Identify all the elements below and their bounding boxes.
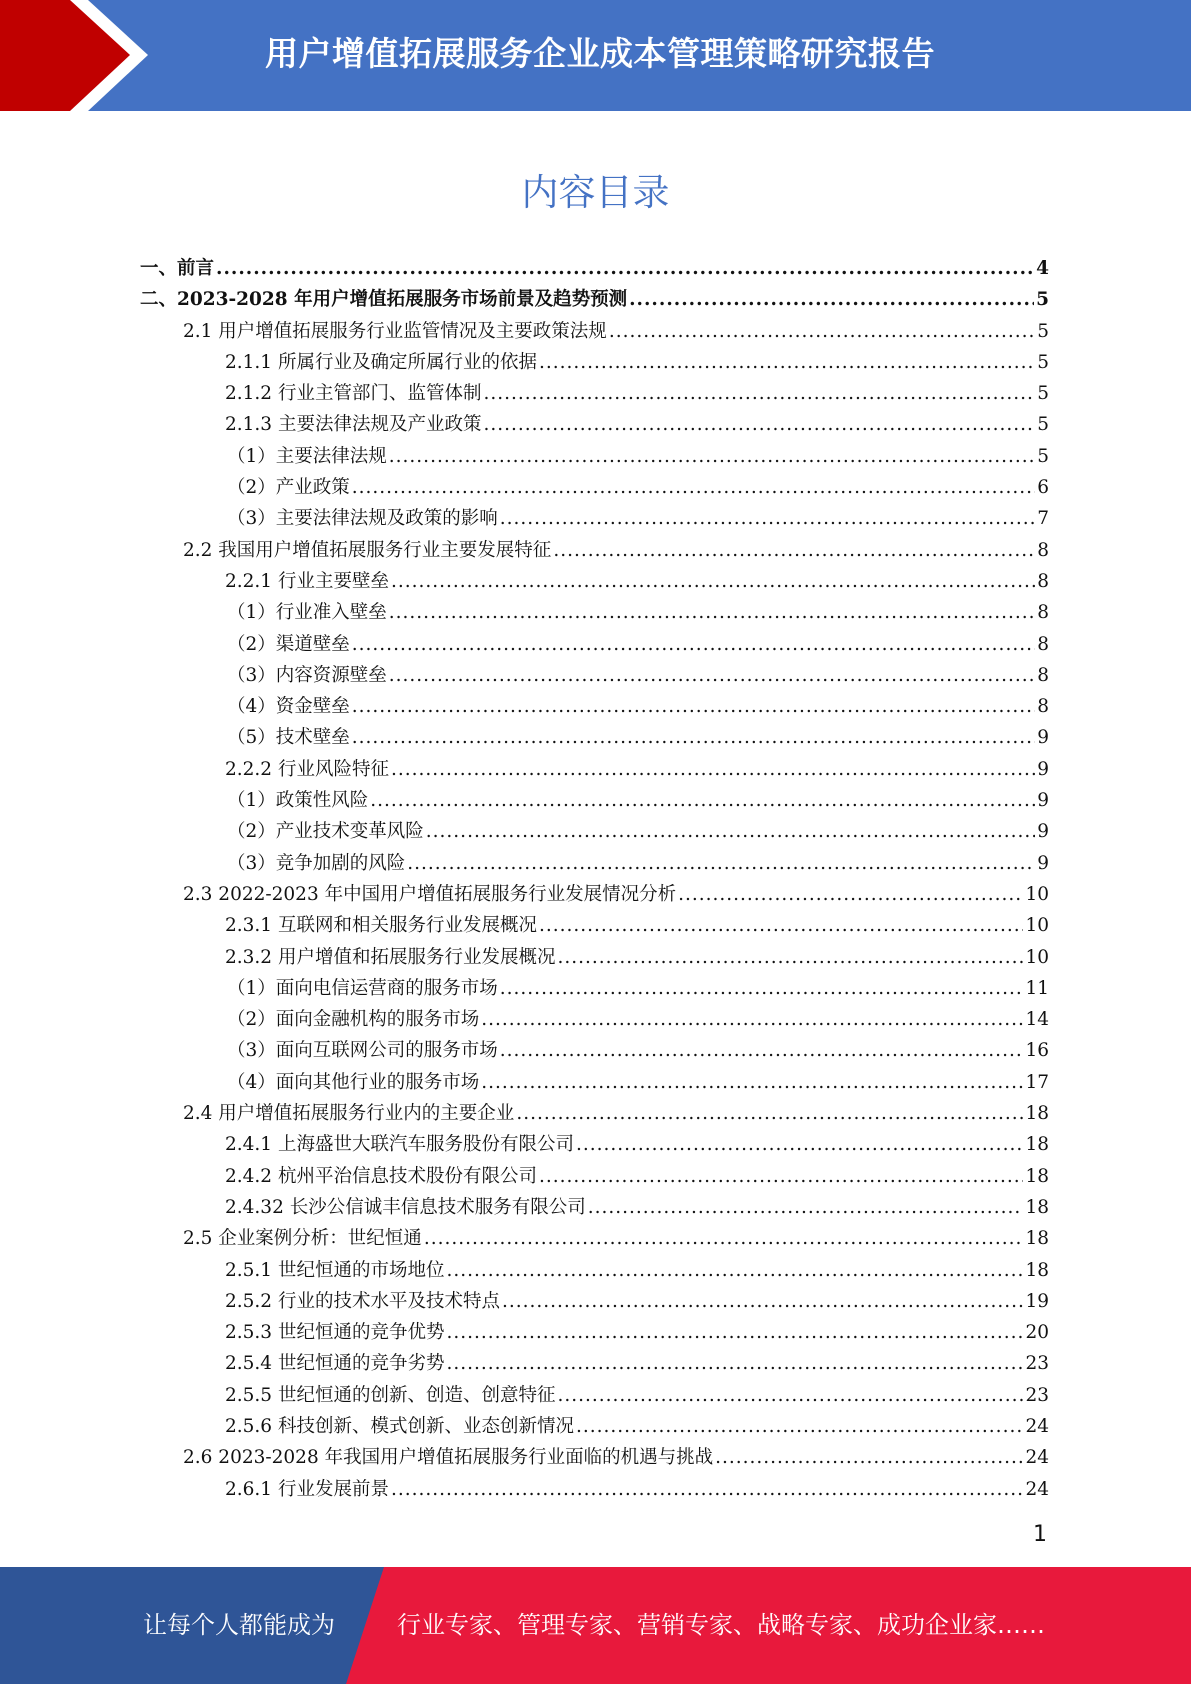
toc-entry-title: 2.3.2 用户增值和拓展服务行业发展概况 — [225, 946, 556, 968]
toc-entry[interactable] — [140, 1068, 1049, 1099]
toc-dot-leader — [391, 759, 1035, 780]
toc-entry-page: 24 — [1025, 1447, 1049, 1469]
toc-entry-page: 18 — [1025, 1259, 1049, 1281]
toc-entry-title: 2.4.1 上海盛世大联汽车服务股份有限公司 — [225, 1134, 574, 1156]
toc-entry[interactable] — [140, 504, 1049, 535]
toc-entry-page: 9 — [1037, 821, 1049, 843]
toc-entry-title: 2.5.2 行业的技术水平及技术特点 — [225, 1290, 500, 1312]
toc-entry-title: 二、2023-2028 年用户增值拓展服务市场前景及趋势预测 — [140, 289, 628, 311]
toc-entry-page: 24 — [1025, 1478, 1049, 1500]
toc-dot-leader — [557, 947, 1023, 968]
toc-entry[interactable] — [140, 1381, 1049, 1412]
toc-entry-title: 2.1.3 主要法律法规及产业政策 — [225, 414, 482, 436]
toc-entry[interactable] — [140, 410, 1049, 441]
toc-dot-leader — [715, 1447, 1023, 1468]
toc-entry[interactable] — [140, 442, 1049, 473]
toc-entry-title: （1）主要法律法规 — [227, 445, 387, 467]
toc-entry-title: （3）内容资源壁垒 — [227, 664, 387, 686]
toc-dot-leader — [352, 727, 1035, 748]
toc-entry-page: 9 — [1037, 727, 1049, 749]
toc-dot-leader — [446, 1322, 1023, 1343]
toc-entry-title: （1）政策性风险 — [227, 790, 369, 812]
toc-entry-page: 8 — [1037, 570, 1049, 592]
toc-dot-leader — [391, 571, 1035, 592]
toc-entry-page: 10 — [1025, 946, 1049, 968]
toc-entry-title: 2.2.1 行业主要壁垒 — [225, 570, 389, 592]
toc-entry-title: 2.1 用户增值拓展服务行业监管情况及主要政策法规 — [183, 320, 607, 342]
toc-entry-title: 2.5.1 世纪恒通的市场地位 — [225, 1259, 445, 1281]
toc-entry[interactable] — [140, 661, 1049, 692]
toc-entry-title: 2.4.2 杭州平治信息技术股份有限公司 — [225, 1165, 537, 1187]
toc-entry[interactable] — [140, 755, 1049, 786]
toc-entry[interactable] — [140, 1162, 1049, 1193]
page-number: 1 — [1033, 1522, 1047, 1547]
toc-dot-leader — [424, 1228, 1024, 1249]
toc-entry-page: 7 — [1037, 508, 1049, 530]
toc-entry-page: 16 — [1025, 1040, 1049, 1062]
toc-entry-title: （3）主要法律法规及政策的影响 — [227, 508, 498, 530]
toc-dot-leader — [426, 821, 1035, 842]
toc-entry-title: （2）面向金融机构的服务市场 — [227, 1009, 480, 1031]
toc-entry[interactable] — [140, 1349, 1049, 1380]
toc-entry-page: 5 — [1036, 289, 1049, 311]
toc-entry[interactable] — [140, 1287, 1049, 1318]
toc-entry-page: 5 — [1037, 351, 1049, 373]
toc-entry[interactable] — [140, 317, 1049, 348]
toc-entry-title: 2.2.2 行业风险特征 — [225, 758, 389, 780]
toc-entry-page: 5 — [1037, 320, 1049, 342]
toc-dot-leader — [389, 602, 1035, 623]
footer-slogan-right: 行业专家、管理专家、营销专家、战略专家、成功企业家…… — [397, 1611, 1045, 1639]
toc-entry-title: 2.5 企业案例分析：世纪恒通 — [183, 1228, 422, 1250]
toc-entry[interactable] — [140, 849, 1049, 880]
toc-entry[interactable] — [140, 1130, 1049, 1161]
toc-entry-title: （2）产业政策 — [227, 477, 350, 499]
toc-entry-page: 9 — [1037, 790, 1049, 812]
toc-dot-leader — [481, 1072, 1023, 1093]
toc-dot-leader — [389, 665, 1035, 686]
toc-entry-title: 2.5.5 世纪恒通的创新、创造、创意特征 — [225, 1384, 556, 1406]
toc-entry-title: （4）面向其他行业的服务市场 — [227, 1071, 480, 1093]
toc-dot-leader — [539, 1166, 1023, 1187]
footer-slogan-left: 让每个人都能成为 — [143, 1611, 335, 1639]
toc-dot-leader — [539, 915, 1023, 936]
toc-entry[interactable] — [140, 473, 1049, 504]
toc-entry-page: 5 — [1037, 383, 1049, 405]
toc-entry-page: 8 — [1037, 664, 1049, 686]
toc-dot-leader — [352, 634, 1035, 655]
toc-dot-leader — [576, 1134, 1023, 1155]
toc-entry-page: 4 — [1036, 258, 1049, 279]
toc-entry[interactable] — [140, 943, 1049, 974]
toc-entry-page: 8 — [1037, 602, 1049, 624]
toc-entry[interactable] — [140, 692, 1049, 723]
toc-entry-title: 2.6.1 行业发展前景 — [225, 1478, 389, 1500]
toc-entry-page: 24 — [1025, 1415, 1049, 1437]
toc-entry[interactable] — [140, 911, 1049, 942]
toc-entry-page: 20 — [1025, 1322, 1049, 1344]
toc-entry[interactable] — [140, 285, 1049, 316]
toc-entry[interactable] — [140, 1193, 1049, 1224]
toc-entry-title: （2）产业技术变革风险 — [227, 821, 424, 843]
toc-entry-page: 9 — [1037, 852, 1049, 874]
toc-entry-page: 8 — [1037, 633, 1049, 655]
toc-heading: 内容目录 — [521, 171, 670, 214]
toc-dot-leader — [352, 477, 1035, 498]
toc-entry[interactable] — [140, 1412, 1049, 1443]
toc-entry-title: 2.3 2022-2023 年中国用户增值拓展服务行业发展情况分析 — [183, 883, 677, 905]
toc-entry[interactable] — [140, 1224, 1049, 1255]
toc-entry-page: 10 — [1025, 883, 1049, 905]
toc-entry[interactable] — [140, 254, 1049, 285]
toc-dot-leader — [370, 790, 1035, 811]
toc-entry-page: 11 — [1025, 977, 1049, 999]
toc-entry-title: （1）行业准入壁垒 — [227, 602, 387, 624]
toc-entry[interactable] — [140, 1318, 1049, 1349]
toc-entry[interactable] — [140, 1099, 1049, 1130]
toc-entry[interactable] — [140, 817, 1049, 848]
toc-entry-title: 2.5.4 世纪恒通的竞争劣势 — [225, 1353, 445, 1375]
toc-entry-page: 23 — [1025, 1384, 1049, 1406]
toc-entry-page: 8 — [1037, 539, 1049, 561]
toc-entry[interactable] — [140, 567, 1049, 598]
toc-dot-leader — [516, 1103, 1023, 1124]
toc-entry-page: 14 — [1025, 1009, 1049, 1031]
toc-dot-leader — [678, 884, 1023, 905]
toc-dot-leader — [588, 1197, 1024, 1218]
toc-entry[interactable] — [140, 786, 1049, 817]
toc-dot-leader — [576, 1416, 1023, 1437]
toc-entry-page: 10 — [1025, 915, 1049, 937]
toc-entry[interactable] — [140, 1475, 1049, 1506]
toc-entry-title: 2.1.2 行业主管部门、监管体制 — [225, 383, 482, 405]
table-of-contents — [140, 254, 1049, 1506]
toc-entry-page: 6 — [1037, 477, 1049, 499]
toc-entry-title: （1）面向电信运营商的服务市场 — [227, 977, 498, 999]
toc-entry-page: 19 — [1025, 1290, 1049, 1312]
toc-entry-title: 一、前言 — [140, 258, 215, 279]
toc-entry-title: 2.4.32 长沙公信诚丰信息技术服务有限公司 — [225, 1196, 586, 1218]
toc-entry-title: （5）技术壁垒 — [227, 727, 350, 749]
toc-dot-leader — [446, 1353, 1023, 1374]
toc-entry[interactable] — [140, 536, 1049, 567]
toc-entry-page: 8 — [1037, 696, 1049, 718]
toc-dot-leader — [216, 258, 1034, 279]
toc-dot-leader — [407, 853, 1035, 874]
toc-dot-leader — [481, 1009, 1023, 1030]
page-header — [0, 0, 1191, 111]
toc-entry-title: （4）资金壁垒 — [227, 696, 350, 718]
toc-entry[interactable] — [140, 1256, 1049, 1287]
toc-entry-title: 2.1.1 所属行业及确定所属行业的依据 — [225, 351, 537, 373]
toc-entry[interactable] — [140, 1036, 1049, 1067]
toc-entry[interactable] — [140, 379, 1049, 410]
toc-entry[interactable] — [140, 880, 1049, 911]
toc-dot-leader — [553, 540, 1035, 561]
toc-entry-title: 2.4 用户增值拓展服务行业内的主要企业 — [183, 1103, 515, 1125]
toc-entry-title: （3）面向互联网公司的服务市场 — [227, 1040, 498, 1062]
page-footer — [0, 1567, 1191, 1684]
toc-entry[interactable] — [140, 598, 1049, 629]
toc-entry-page: 5 — [1037, 445, 1049, 467]
toc-dot-leader — [629, 289, 1034, 310]
toc-entry-page: 18 — [1025, 1228, 1049, 1250]
toc-entry[interactable] — [140, 1005, 1049, 1036]
toc-entry-page: 17 — [1025, 1071, 1049, 1093]
toc-entry-title: 2.2 我国用户增值拓展服务行业主要发展特征 — [183, 539, 552, 561]
toc-entry-page: 9 — [1037, 758, 1049, 780]
toc-dot-leader — [483, 414, 1035, 435]
toc-dot-leader — [539, 352, 1035, 373]
toc-entry-title: （3）竞争加剧的风险 — [227, 852, 406, 874]
toc-entry-page: 18 — [1025, 1165, 1049, 1187]
toc-dot-leader — [391, 1479, 1023, 1500]
toc-dot-leader — [557, 1385, 1023, 1406]
toc-entry[interactable] — [140, 630, 1049, 661]
red-arrow-logo — [0, 0, 150, 111]
toc-entry-page: 23 — [1025, 1353, 1049, 1375]
toc-entry-title: （2）渠道壁垒 — [227, 633, 350, 655]
toc-dot-leader — [483, 383, 1035, 404]
toc-dot-leader — [446, 1260, 1023, 1281]
toc-entry-title: 2.5.3 世纪恒通的竞争优势 — [225, 1322, 445, 1344]
toc-entry-page: 18 — [1025, 1196, 1049, 1218]
toc-dot-leader — [500, 508, 1035, 529]
toc-entry[interactable] — [140, 348, 1049, 379]
toc-entry[interactable] — [140, 723, 1049, 754]
toc-dot-leader — [389, 446, 1035, 467]
toc-entry[interactable] — [140, 1443, 1049, 1474]
toc-entry-page: 18 — [1025, 1103, 1049, 1125]
toc-entry-title: 2.5.6 科技创新、模式创新、业态创新情况 — [225, 1415, 574, 1437]
toc-dot-leader — [352, 696, 1035, 717]
toc-dot-leader — [500, 1040, 1024, 1061]
toc-dot-leader — [609, 321, 1035, 342]
report-title: 用户增值拓展服务企业成本管理策略研究报告 — [265, 34, 935, 73]
toc-dot-leader — [502, 1291, 1023, 1312]
toc-entry[interactable] — [140, 974, 1049, 1005]
toc-entry-title: 2.6 2023-2028 年我国用户增值拓展服务行业面临的机遇与挑战 — [183, 1447, 714, 1469]
toc-entry-page: 5 — [1037, 414, 1049, 436]
toc-entry-page: 18 — [1025, 1134, 1049, 1156]
toc-dot-leader — [500, 978, 1024, 999]
toc-entry-title: 2.3.1 互联网和相关服务行业发展概况 — [225, 915, 537, 937]
